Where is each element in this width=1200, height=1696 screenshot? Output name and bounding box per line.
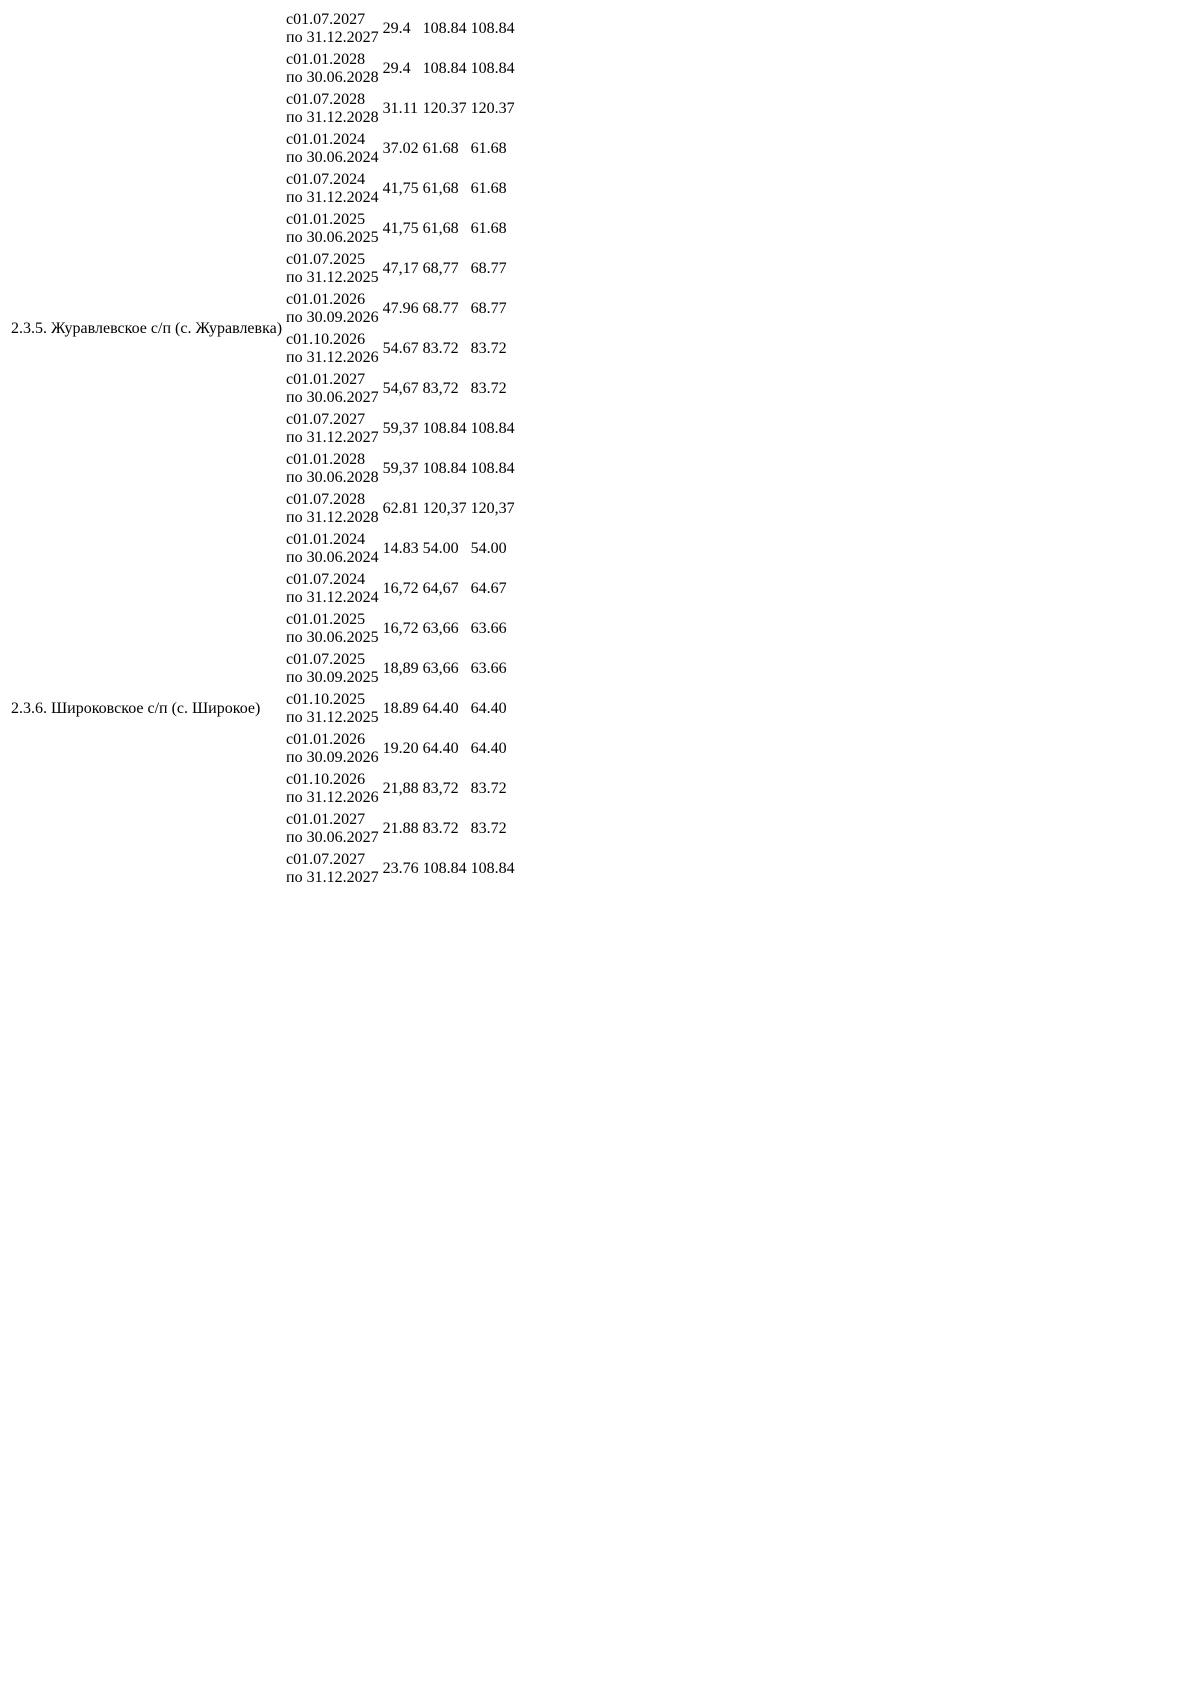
period-cell xyxy=(285,210,380,248)
tariff-value-3: 64.40 xyxy=(470,740,507,757)
period-from-prefix: с xyxy=(286,811,294,828)
period-to-date: 31.12.2024 xyxy=(306,589,379,606)
period-to-date: 31.12.2024 xyxy=(306,189,379,206)
tariff-value-2: 83,72 xyxy=(422,780,459,797)
tariff-value-1: 29.4 xyxy=(382,20,411,37)
tariff-value-3: 83.72 xyxy=(470,780,507,797)
period-from-date: 01.07.2025 xyxy=(293,251,366,268)
tariff-value-1: 41,75 xyxy=(382,220,419,237)
settlement-name: Широковское с/п (с. Широкое) xyxy=(51,700,261,717)
period-start xyxy=(286,11,379,29)
period-from-prefix: с xyxy=(286,371,294,388)
tariff-value-1: 16,72 xyxy=(382,620,419,637)
period-to-prefix: по xyxy=(286,269,303,286)
tariff-value-2: 61,68 xyxy=(422,220,459,237)
tariff-value-1: 23.76 xyxy=(382,860,419,877)
period-to-date: 30.06.2025 xyxy=(306,229,379,246)
period-from-date: 01.01.2027 xyxy=(293,811,366,828)
period-cell xyxy=(285,290,380,328)
tariff-value-3: 63.66 xyxy=(470,620,507,637)
period-from-date: 01.01.2026 xyxy=(293,291,366,308)
period-from-date: 01.07.2027 xyxy=(293,411,366,428)
period-to-prefix: по xyxy=(286,389,303,406)
period-from-prefix: с xyxy=(286,651,294,668)
period-cell xyxy=(285,610,380,648)
tariff-value-1: 59,37 xyxy=(382,420,419,437)
period-cell xyxy=(285,690,380,728)
period-to-date: 30.09.2025 xyxy=(306,669,379,686)
period-start xyxy=(286,251,379,269)
period-from-prefix: с xyxy=(286,491,294,508)
period-from-date: 01.01.2028 xyxy=(293,51,366,68)
tariff-value-2: 83.72 xyxy=(422,340,459,357)
period-to-prefix: по xyxy=(286,189,303,206)
period-from-prefix: с xyxy=(286,851,294,868)
period-end xyxy=(286,549,379,567)
tariff-value-3: 64.67 xyxy=(470,580,507,597)
period-cell xyxy=(285,650,380,688)
period-cell xyxy=(285,770,380,808)
period-end xyxy=(286,749,379,767)
period-cell xyxy=(285,10,380,48)
period-end xyxy=(286,429,379,447)
period-from-date: 01.10.2026 xyxy=(293,771,366,788)
period-start xyxy=(286,91,379,109)
period-start xyxy=(286,131,379,149)
period-end xyxy=(286,269,379,287)
period-from-prefix: с xyxy=(286,251,294,268)
period-end xyxy=(286,869,379,887)
period-to-prefix: по xyxy=(286,549,303,566)
tariff-value-3: 120,37 xyxy=(470,500,515,517)
period-start xyxy=(286,331,379,349)
period-end xyxy=(286,789,379,807)
period-cell xyxy=(285,250,380,288)
period-start xyxy=(286,291,379,309)
period-start xyxy=(286,851,379,869)
period-start xyxy=(286,411,379,429)
tariff-value-2: 108.84 xyxy=(422,420,467,437)
tariff-value-2: 64,67 xyxy=(422,580,459,597)
period-end xyxy=(286,589,379,607)
period-end xyxy=(286,189,379,207)
period-from-date: 01.07.2024 xyxy=(293,571,366,588)
period-cell xyxy=(285,90,380,128)
period-end xyxy=(286,309,379,327)
tariff-value-1: 29.4 xyxy=(382,60,411,77)
period-to-prefix: по xyxy=(286,429,303,446)
period-to-date: 30.06.2024 xyxy=(306,549,379,566)
period-to-date: 30.09.2026 xyxy=(306,309,379,326)
period-cell xyxy=(285,450,380,488)
period-to-prefix: по xyxy=(286,309,303,326)
tariff-value-3: 68.77 xyxy=(470,300,507,317)
period-from-prefix: с xyxy=(286,131,294,148)
settlement-name: Журавлевское с/п (с. Журавлевка) xyxy=(51,320,283,337)
tariff-value-2: 68,77 xyxy=(422,260,459,277)
period-to-date: 30.09.2026 xyxy=(306,749,379,766)
period-to-date: 31.12.2027 xyxy=(306,869,379,886)
period-to-prefix: по xyxy=(286,29,303,46)
period-cell xyxy=(285,730,380,768)
period-to-prefix: по xyxy=(286,149,303,166)
period-end xyxy=(286,509,379,527)
period-from-date: 01.01.2025 xyxy=(293,611,366,628)
tariff-value-1: 47.96 xyxy=(382,300,419,317)
tariff-value-2: 83,72 xyxy=(422,380,459,397)
period-end xyxy=(286,109,379,127)
period-to-date: 30.06.2028 xyxy=(306,69,379,86)
period-to-prefix: по xyxy=(286,109,303,126)
period-from-prefix: с xyxy=(286,411,294,428)
period-to-date: 31.12.2028 xyxy=(306,509,379,526)
tariff-value-3: 108.84 xyxy=(470,420,515,437)
table-row xyxy=(10,10,516,48)
period-end xyxy=(286,229,379,247)
period-start xyxy=(286,171,379,189)
period-from-prefix: с xyxy=(286,211,294,228)
period-to-date: 31.12.2027 xyxy=(306,29,379,46)
period-to-date: 31.12.2027 xyxy=(306,429,379,446)
period-from-prefix: с xyxy=(286,771,294,788)
tariff-value-1: 54.67 xyxy=(382,340,419,357)
period-to-date: 31.12.2026 xyxy=(306,349,379,366)
period-from-date: 01.07.2025 xyxy=(293,651,366,668)
tariff-value-3: 120.37 xyxy=(470,100,515,117)
period-from-date: 01.07.2027 xyxy=(293,11,366,28)
tariff-value-1: 31.11 xyxy=(382,100,419,117)
period-cell xyxy=(285,370,380,408)
period-end xyxy=(286,669,379,687)
tariff-value-2: 68.77 xyxy=(422,300,459,317)
period-cell xyxy=(285,490,380,528)
tariff-value-3: 61.68 xyxy=(470,220,507,237)
period-from-prefix: с xyxy=(286,91,294,108)
period-from-date: 01.07.2027 xyxy=(293,851,366,868)
period-cell xyxy=(285,810,380,848)
period-cell xyxy=(285,170,380,208)
tariff-value-3: 54.00 xyxy=(470,540,507,557)
period-from-prefix: с xyxy=(286,611,294,628)
period-from-date: 01.07.2024 xyxy=(293,171,366,188)
tariff-table-body xyxy=(10,10,516,888)
period-start xyxy=(286,571,379,589)
tariff-value-3: 83.72 xyxy=(470,820,507,837)
tariff-value-2: 63,66 xyxy=(422,660,459,677)
period-from-date: 01.10.2025 xyxy=(293,691,366,708)
period-end xyxy=(286,389,379,407)
tariff-value-3: 108.84 xyxy=(470,460,515,477)
tariff-value-2: 108.84 xyxy=(422,860,467,877)
tariff-value-3: 68.77 xyxy=(470,260,507,277)
tariff-value-3: 108.84 xyxy=(470,20,515,37)
period-to-prefix: по xyxy=(286,229,303,246)
period-start xyxy=(286,651,379,669)
period-to-date: 31.12.2025 xyxy=(306,709,379,726)
period-end xyxy=(286,469,379,487)
period-to-date: 30.06.2027 xyxy=(306,389,379,406)
tariff-value-2: 54.00 xyxy=(422,540,459,557)
period-to-date: 31.12.2025 xyxy=(306,269,379,286)
period-to-prefix: по xyxy=(286,829,303,846)
period-start xyxy=(286,771,379,789)
period-from-prefix: с xyxy=(286,531,294,548)
period-to-date: 31.12.2026 xyxy=(306,789,379,806)
period-to-date: 30.06.2027 xyxy=(306,829,379,846)
period-from-date: 01.01.2027 xyxy=(293,371,366,388)
period-from-date: 01.01.2024 xyxy=(293,131,366,148)
period-cell xyxy=(285,50,380,88)
period-start xyxy=(286,811,379,829)
period-cell xyxy=(285,130,380,168)
period-to-prefix: по xyxy=(286,709,303,726)
period-from-prefix: с xyxy=(286,691,294,708)
period-from-prefix: с xyxy=(286,171,294,188)
period-start xyxy=(286,491,379,509)
period-start xyxy=(286,691,379,709)
period-start xyxy=(286,51,379,69)
period-to-prefix: по xyxy=(286,789,303,806)
tariff-value-2: 108.84 xyxy=(422,460,467,477)
period-start xyxy=(286,371,379,389)
tariff-value-2: 61.68 xyxy=(422,140,459,157)
period-start xyxy=(286,531,379,549)
tariff-value-1: 19.20 xyxy=(382,740,419,757)
item-number: 2.3.5. xyxy=(11,320,47,337)
tariff-value-3: 108.84 xyxy=(470,60,515,77)
tariff-value-1: 62.81 xyxy=(382,500,419,517)
period-to-prefix: по xyxy=(286,629,303,646)
tariff-value-3: 64.40 xyxy=(470,700,507,717)
settlement-name xyxy=(50,10,283,128)
period-from-prefix: с xyxy=(286,331,294,348)
period-from-prefix: с xyxy=(286,451,294,468)
period-end xyxy=(286,629,379,647)
tariff-value-2: 64.40 xyxy=(422,700,459,717)
tariff-value-1: 18.89 xyxy=(382,700,419,717)
period-to-prefix: по xyxy=(286,349,303,366)
tariff-value-3: 83.72 xyxy=(470,380,507,397)
period-from-date: 01.01.2028 xyxy=(293,451,366,468)
period-cell xyxy=(285,410,380,448)
period-to-prefix: по xyxy=(286,69,303,86)
period-to-date: 31.12.2028 xyxy=(306,109,379,126)
period-from-date: 01.07.2028 xyxy=(293,91,366,108)
tariff-value-1: 37.02 xyxy=(382,140,419,157)
period-to-prefix: по xyxy=(286,869,303,886)
tariff-value-2: 108.84 xyxy=(422,20,467,37)
period-end xyxy=(286,709,379,727)
period-from-prefix: с xyxy=(286,51,294,68)
period-from-prefix: с xyxy=(286,731,294,748)
tariff-value-1: 18,89 xyxy=(382,660,419,677)
tariff-value-3: 63.66 xyxy=(470,660,507,677)
tariff-value-1: 41,75 xyxy=(382,180,419,197)
tariff-value-3: 83.72 xyxy=(470,340,507,357)
period-from-prefix: с xyxy=(286,571,294,588)
period-start xyxy=(286,211,379,229)
period-from-date: 01.01.2024 xyxy=(293,531,366,548)
tariff-value-2: 61,68 xyxy=(422,180,459,197)
period-end xyxy=(286,829,379,847)
period-from-prefix: с xyxy=(286,291,294,308)
tariff-value-2: 83.72 xyxy=(422,820,459,837)
tariff-value-1: 54,67 xyxy=(382,380,419,397)
period-end xyxy=(286,69,379,87)
tariff-value-2: 64.40 xyxy=(422,740,459,757)
tariff-value-2: 120,37 xyxy=(422,500,467,517)
period-from-prefix: с xyxy=(286,11,294,28)
tariff-value-3: 61.68 xyxy=(470,140,507,157)
period-cell xyxy=(285,850,380,888)
period-cell xyxy=(285,570,380,608)
tariff-value-1: 21,88 xyxy=(382,780,419,797)
period-start xyxy=(286,451,379,469)
period-from-date: 01.01.2026 xyxy=(293,731,366,748)
tariff-value-2: 120.37 xyxy=(422,100,467,117)
period-from-date: 01.10.2026 xyxy=(293,331,366,348)
table-row xyxy=(10,530,516,568)
period-end xyxy=(286,349,379,367)
tariff-value-1: 47,17 xyxy=(382,260,419,277)
period-start xyxy=(286,611,379,629)
period-to-date: 30.06.2025 xyxy=(306,629,379,646)
period-to-date: 30.06.2028 xyxy=(306,469,379,486)
period-to-date: 30.06.2024 xyxy=(306,149,379,166)
tariff-value-3: 61.68 xyxy=(470,180,507,197)
period-to-prefix: по xyxy=(286,589,303,606)
tariff-value-1: 59,37 xyxy=(382,460,419,477)
period-cell xyxy=(285,530,380,568)
period-from-date: 01.01.2025 xyxy=(293,211,366,228)
table-row xyxy=(10,130,516,168)
period-to-prefix: по xyxy=(286,669,303,686)
period-start xyxy=(286,731,379,749)
tariff-value-2: 63,66 xyxy=(422,620,459,637)
period-end xyxy=(286,29,379,47)
period-from-date: 01.07.2028 xyxy=(293,491,366,508)
item-number xyxy=(10,10,48,128)
tariff-value-1: 14.83 xyxy=(382,540,419,557)
period-to-prefix: по xyxy=(286,509,303,526)
tariff-value-1: 21.88 xyxy=(382,820,419,837)
tariff-value-2: 108.84 xyxy=(422,60,467,77)
tariff-value-1: 16,72 xyxy=(382,580,419,597)
tariff-value-3: 108.84 xyxy=(470,860,515,877)
tariff-table xyxy=(8,8,518,890)
period-to-prefix: по xyxy=(286,749,303,766)
period-to-prefix: по xyxy=(286,469,303,486)
item-number: 2.3.6. xyxy=(11,700,47,717)
period-cell xyxy=(285,330,380,368)
period-end xyxy=(286,149,379,167)
